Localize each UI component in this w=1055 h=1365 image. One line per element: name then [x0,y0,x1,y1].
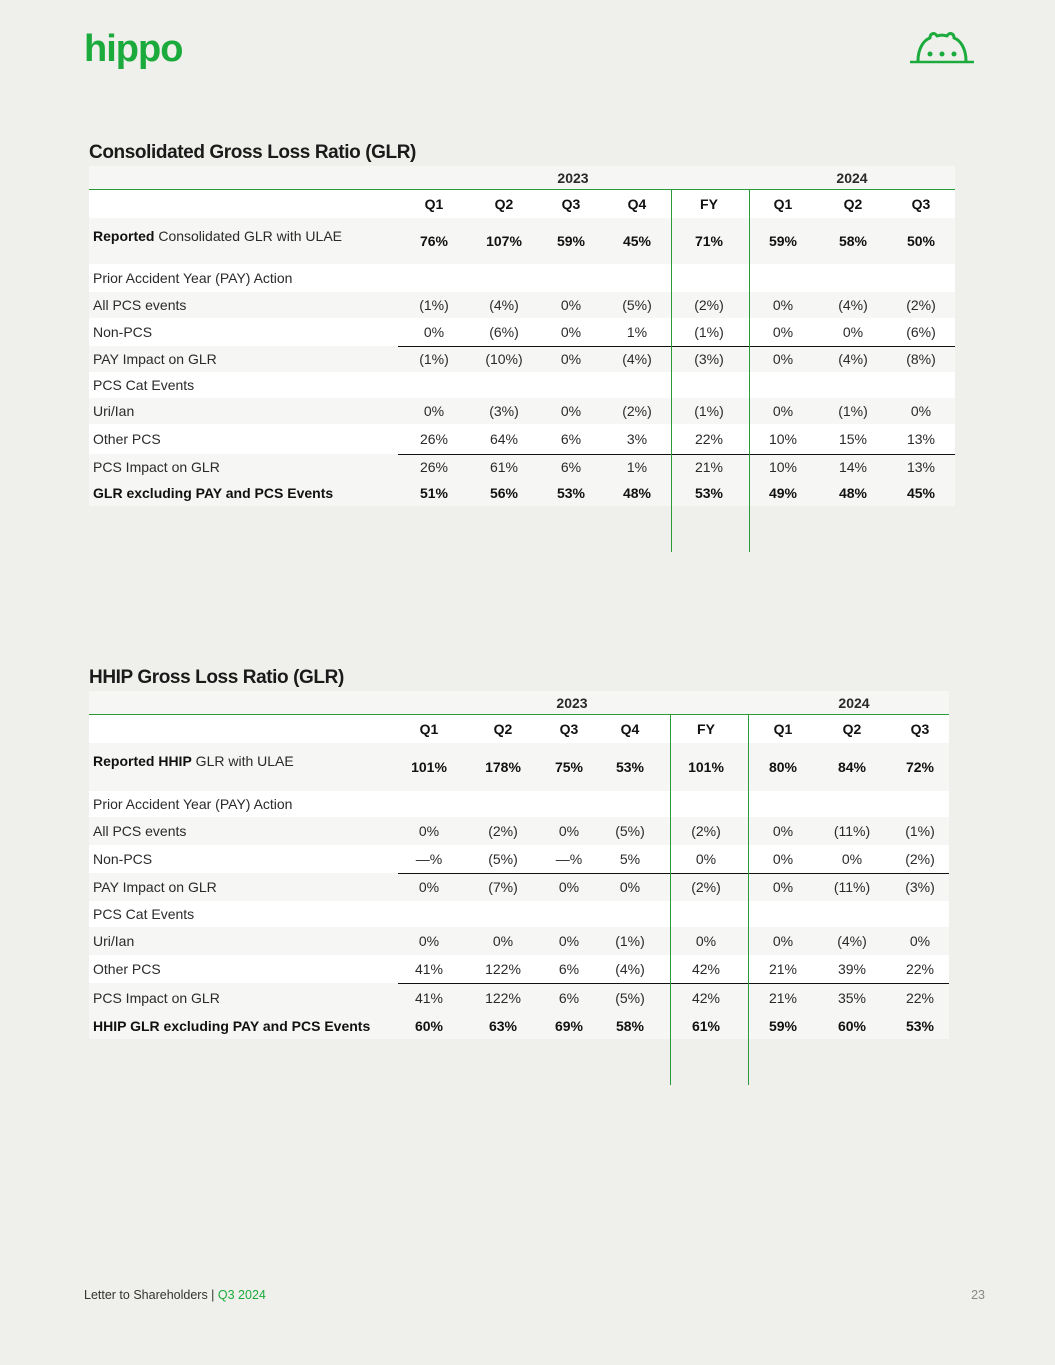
value-cell: 61% [489,459,519,475]
value-cell: 0% [772,324,794,340]
table-row [89,292,955,318]
value-cell: 0% [695,851,717,867]
total-value-cell: 48% [838,485,868,501]
value-cell: 59% [768,233,798,249]
total-label: HHIP GLR excluding PAY and PCS Events [93,1018,371,1034]
subtotal-divider [398,873,949,874]
total-value-cell: 53% [905,1018,935,1034]
row-label: PAY Impact on GLR [93,351,217,367]
value-cell: 41% [414,990,444,1006]
value-cell: (4%) [615,961,645,977]
column-header: Q3 [910,721,930,737]
value-cell: 76% [419,233,449,249]
value-cell: 80% [768,759,798,775]
value-cell: 0% [558,823,580,839]
footer-quarter: Q3 2024 [217,1288,266,1302]
total-value-cell: 60% [837,1018,867,1034]
column-divider [671,190,672,552]
value-cell: (4%) [489,297,519,313]
value-cell: (2%) [622,403,652,419]
row-label: PAY Impact on GLR [93,879,217,895]
total-value-cell: 53% [556,485,586,501]
value-cell: 72% [905,759,935,775]
value-cell: 0% [560,403,582,419]
total-value-cell: 63% [488,1018,518,1034]
subtotal-divider [398,983,949,984]
year-label: 2023 [557,170,589,186]
row-label: Non-PCS [93,851,153,867]
value-cell: 3% [626,431,648,447]
value-cell: 0% [695,933,717,949]
value-cell: 122% [485,990,521,1006]
value-cell: 35% [837,990,867,1006]
row-label: Other PCS [93,431,161,447]
row-label: PCS Impact on GLR [93,990,220,1006]
value-cell: 0% [772,403,794,419]
row-label: All PCS events [93,297,187,313]
column-header: Q1 [419,721,439,737]
table-row [89,845,949,873]
value-cell: 41% [414,961,444,977]
value-cell: (1%) [838,403,868,419]
value-cell: (2%) [488,823,518,839]
value-cell: 21% [768,961,798,977]
value-cell: 1% [626,324,648,340]
total-value-cell: 45% [906,485,936,501]
value-cell: (5%) [488,851,518,867]
value-cell: 0% [560,351,582,367]
year-label: 2024 [836,170,868,186]
value-cell: (6%) [489,324,519,340]
value-cell: (2%) [694,297,724,313]
row-label: Uri/Ian [93,403,135,419]
table-row [89,983,949,1013]
value-cell: 6% [558,961,580,977]
value-cell: 0% [560,324,582,340]
value-cell: 0% [558,933,580,949]
value-cell: (6%) [906,324,936,340]
value-cell: 0% [842,324,864,340]
value-cell: 10% [768,431,798,447]
value-cell: 53% [615,759,645,775]
total-value-cell: 53% [694,485,724,501]
value-cell: 6% [558,990,580,1006]
value-cell: 42% [691,961,721,977]
value-cell: (3%) [489,403,519,419]
column-header: Q3 [561,196,581,212]
table-title: Consolidated Gross Loss Ratio (GLR) [89,142,416,163]
value-cell: 84% [837,759,867,775]
value-cell: (1%) [905,823,935,839]
value-cell: 22% [905,990,935,1006]
table-row [89,715,949,743]
column-header: Q2 [494,196,514,212]
value-cell: (1%) [419,351,449,367]
total-value-cell: 69% [554,1018,584,1034]
table-row [89,873,949,901]
table-row [89,691,949,715]
value-cell: 59% [556,233,586,249]
subtotal-divider [398,346,955,347]
value-cell: (1%) [694,403,724,419]
value-cell: 0% [418,823,440,839]
value-cell: 0% [418,879,440,895]
row-label: Prior Accident Year (PAY) Action [93,270,293,286]
value-cell: 6% [560,459,582,475]
value-cell: (5%) [622,297,652,313]
value-cell: 58% [838,233,868,249]
value-cell: 0% [772,823,794,839]
page-number: 23 [971,1288,985,1302]
total-value-cell: 56% [489,485,519,501]
value-cell: (1%) [419,297,449,313]
table-row [89,190,955,218]
value-cell: 0% [772,851,794,867]
value-cell: 26% [419,431,449,447]
value-cell: 39% [837,961,867,977]
value-cell: 0% [423,403,445,419]
column-header: Q3 [559,721,579,737]
total-value-cell: 61% [691,1018,721,1034]
value-cell: 0% [772,351,794,367]
value-cell: (5%) [615,990,645,1006]
table-row [89,218,955,264]
total-value-cell: 51% [419,485,449,501]
value-cell: (4%) [837,933,867,949]
row-label: All PCS events [93,823,187,839]
value-cell: (4%) [838,351,868,367]
value-cell: (2%) [906,297,936,313]
subtotal-divider [398,454,955,455]
total-value-cell: 60% [414,1018,444,1034]
row-label: Prior Accident Year (PAY) Action [93,796,293,812]
value-cell: (2%) [905,851,935,867]
column-divider [749,190,750,552]
value-cell: 21% [768,990,798,1006]
value-cell: 0% [772,297,794,313]
value-cell: 14% [838,459,868,475]
column-header: Q2 [493,721,513,737]
value-cell: 122% [485,961,521,977]
value-cell: (10%) [485,351,523,367]
row-label: PCS Cat Events [93,906,195,922]
row-label [93,228,342,244]
table-row [89,372,955,398]
value-cell: 0% [619,879,641,895]
table-row [89,318,955,346]
table-row [89,454,955,480]
value-cell: 26% [419,459,449,475]
value-cell: (4%) [838,297,868,313]
value-cell: (4%) [622,351,652,367]
value-cell: 64% [489,431,519,447]
value-cell: 0% [560,297,582,313]
table-row [89,346,955,372]
value-cell: 101% [411,759,447,775]
column-divider [670,715,671,1085]
row-label-suffix: Consolidated GLR with ULAE [154,228,342,244]
value-cell: 10% [768,459,798,475]
row-label: PCS Impact on GLR [93,459,220,475]
value-cell: 50% [906,233,936,249]
year-label: 2024 [838,695,870,711]
value-cell: 22% [905,961,935,977]
value-cell: —% [555,851,583,867]
column-header: FY [700,196,718,212]
value-cell: 107% [486,233,522,249]
table-row [89,166,955,190]
table-row [89,398,955,424]
value-cell: 13% [906,431,936,447]
row-label: Uri/Ian [93,933,135,949]
value-cell: 101% [688,759,724,775]
value-cell: 0% [772,933,794,949]
table-row [89,955,949,983]
value-cell: 178% [485,759,521,775]
footer-caption [84,1288,266,1302]
table-title: HHIP Gross Loss Ratio (GLR) [89,667,344,688]
total-label: GLR excluding PAY and PCS Events [93,485,334,501]
value-cell: (8%) [906,351,936,367]
value-cell: (5%) [615,823,645,839]
value-cell: 0% [423,324,445,340]
value-cell: (1%) [694,324,724,340]
value-cell: 0% [492,933,514,949]
value-cell: (2%) [691,823,721,839]
row-label: PCS Cat Events [93,377,195,393]
table-row [89,264,955,292]
value-cell: (1%) [615,933,645,949]
row-label-bold: Reported HHIP [93,753,192,769]
value-cell: (2%) [691,879,721,895]
glr-table [89,166,955,552]
value-cell: —% [415,851,443,867]
footer-text: Letter to Shareholders | [84,1288,218,1302]
year-label: 2023 [556,695,588,711]
table-row [89,743,949,791]
value-cell: 45% [622,233,652,249]
row-label: Non-PCS [93,324,153,340]
value-cell: (11%) [833,879,871,895]
total-value-cell: 59% [768,1018,798,1034]
value-cell: 5% [619,851,641,867]
column-header: Q4 [627,196,647,212]
value-cell: 0% [772,879,794,895]
table-row [89,901,949,927]
table-row [89,1013,949,1039]
value-cell: (7%) [488,879,518,895]
value-cell: 21% [694,459,724,475]
value-cell: 0% [910,403,932,419]
total-value-cell: 58% [615,1018,645,1034]
value-cell: (3%) [694,351,724,367]
column-header: Q1 [773,721,793,737]
column-header: Q1 [773,196,793,212]
value-cell: (11%) [833,823,871,839]
table-row [89,817,949,845]
value-cell: 42% [691,990,721,1006]
hippo-head-icon [908,30,976,66]
value-cell: 0% [418,933,440,949]
total-value-cell: 48% [622,485,652,501]
value-cell: 6% [560,431,582,447]
column-header: Q3 [911,196,931,212]
value-cell: 75% [554,759,584,775]
value-cell: 1% [626,459,648,475]
row-label-suffix: GLR with ULAE [191,753,294,769]
row-label-bold: Reported [93,228,155,244]
hippo-logo: hippo [84,28,183,70]
row-label [93,753,294,769]
column-header: Q1 [424,196,444,212]
column-divider [748,715,749,1085]
value-cell: 13% [906,459,936,475]
value-cell: 71% [694,233,724,249]
table-row [89,480,955,506]
value-cell: 15% [838,431,868,447]
column-header: FY [697,721,715,737]
column-header: Q2 [843,196,863,212]
column-header: Q4 [620,721,640,737]
value-cell: 0% [558,879,580,895]
total-value-cell: 49% [768,485,798,501]
value-cell: (3%) [905,879,935,895]
column-header: Q2 [842,721,862,737]
table-row [89,791,949,817]
value-cell: 0% [909,933,931,949]
value-cell: 0% [841,851,863,867]
table-row [89,424,955,454]
row-label: Other PCS [93,961,161,977]
glr-table [89,691,949,1085]
table-row [89,927,949,955]
value-cell: 22% [694,431,724,447]
